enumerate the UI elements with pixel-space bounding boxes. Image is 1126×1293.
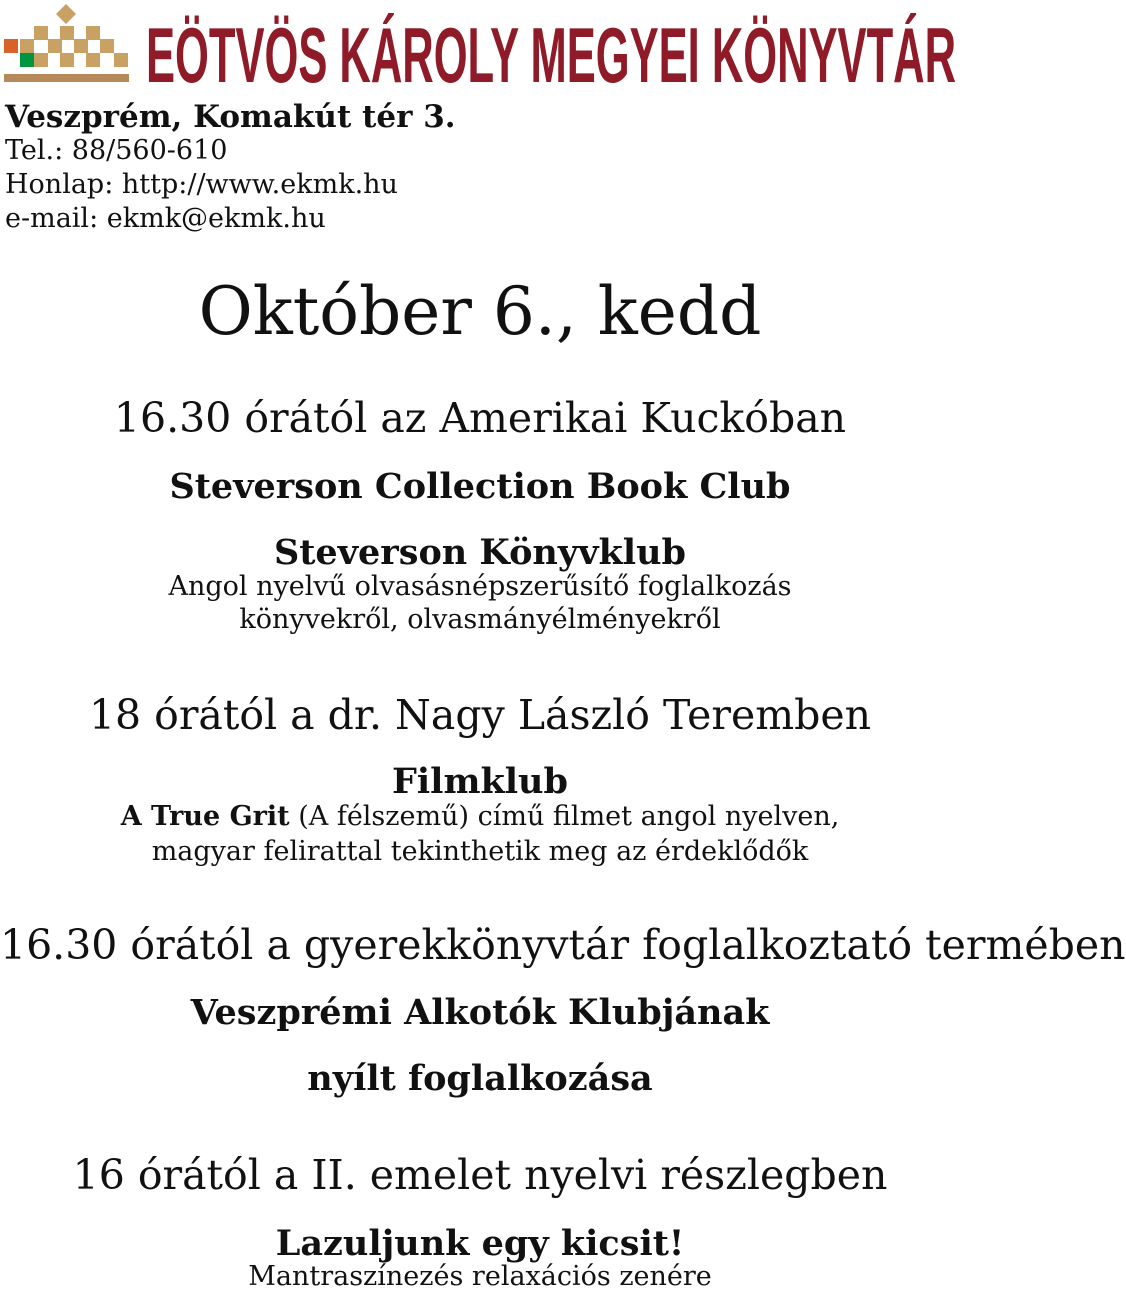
event-3-title-line-2: nyílt foglalkozása <box>307 1058 653 1099</box>
logo-block <box>20 39 34 53</box>
library-name <box>146 10 958 99</box>
film-title: A True Grit <box>120 801 290 832</box>
event-2-title: Filmklub <box>392 761 568 802</box>
event-4-time: 16 órától a II. emelet nyelvi részlegben <box>72 1151 888 1199</box>
logo-block <box>86 26 100 40</box>
logo-block <box>20 53 34 67</box>
logo-block <box>60 26 74 40</box>
event-2-time: 18 órától a dr. Nagy László Teremben <box>88 691 872 739</box>
logo-block <box>4 39 18 53</box>
logo-block <box>48 39 62 53</box>
event-1-title-en: Steverson Collection Book Club <box>169 466 791 507</box>
logo-block <box>60 53 74 67</box>
logo-block <box>114 53 128 67</box>
event-2-description-line-1 <box>0 800 960 833</box>
library-name-text: EÖTVÖS KÁROLY MEGYEI KÖNYVTÁR <box>146 11 956 99</box>
event-1-time: 16.30 órától az Amerikai Kuckóban <box>113 394 847 442</box>
logo-block <box>100 39 114 53</box>
logo-base-bar <box>4 74 129 82</box>
logo-diamond <box>56 4 76 24</box>
event-date: Október 6., kedd <box>198 273 762 350</box>
event-1-description-line-1: Angol nyelvű olvasásnépszerűsítő foglalkozás <box>168 571 792 602</box>
event-1-description-line-2: könyvekről, olvasmányélményekről <box>239 604 721 635</box>
phone: Tel.: 88/560-610 <box>5 135 228 166</box>
contact-info <box>5 100 456 236</box>
logo-block <box>86 53 100 67</box>
film-description: (A félszemű) című filmet angol nyelven, <box>289 801 840 832</box>
logo-block <box>34 26 48 40</box>
event-3-time: 16.30 órától a gyerekkönyvtár foglalkoztató termében <box>0 921 1126 969</box>
library-logo <box>4 4 129 84</box>
event-4-title: Lazuljunk egy kicsit! <box>275 1223 685 1264</box>
logo-block <box>74 39 88 53</box>
event-1-title-hu: Steverson Könyvklub <box>273 532 687 573</box>
email: e-mail: ekmk@ekmk.hu <box>5 203 326 234</box>
event-4-description: Mantraszínezés relaxációs zenére <box>248 1261 712 1292</box>
website: Honlap: http://www.ekmk.hu <box>5 169 398 200</box>
event-3-title-line-1: Veszprémi Alkotók Klubjának <box>190 992 770 1033</box>
event-2-description-line-2: magyar felirattal tekinthetik meg az érdeklődők <box>151 836 809 867</box>
address: Veszprém, Komakút tér 3. <box>5 99 456 135</box>
logo-block <box>34 53 48 67</box>
